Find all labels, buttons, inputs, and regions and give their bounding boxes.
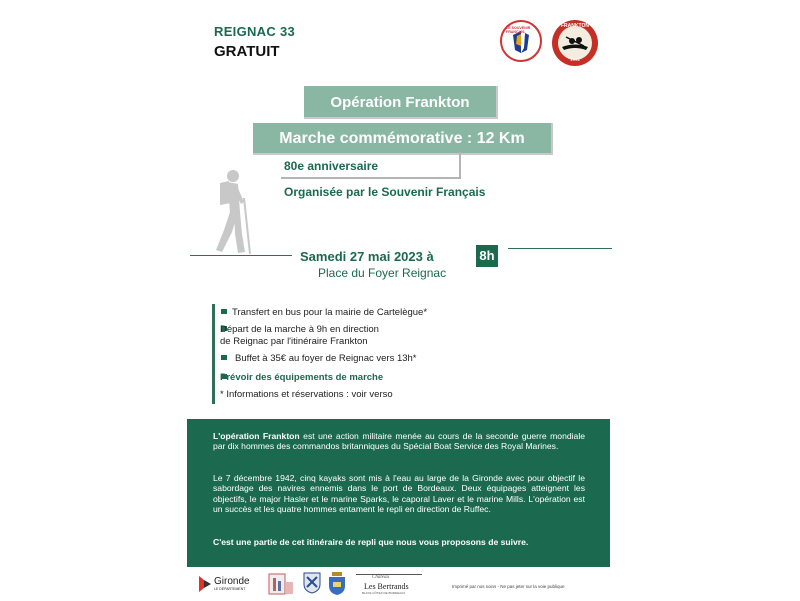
program-item: Transfert en bus pour la mairie de Cartelègue* <box>232 307 428 318</box>
winery-logo-subtext: BLAYE CÔTES DE BORDEAUX <box>362 591 406 595</box>
program-item: de Reignac par l'itinéraire Frankton <box>220 336 368 347</box>
gironde-logo-subtext: LE DÉPARTEMENT <box>214 587 246 591</box>
info-box <box>187 419 610 567</box>
info-paragraph-3: C'est une partie de cet itinéraire de repli que nous vous proposons de suivre. <box>213 537 529 547</box>
program-bar <box>212 304 215 404</box>
winery-logo-rule <box>356 574 422 575</box>
frankton-logo <box>552 20 598 66</box>
program-item: Buffet à 35€ au foyer de Reignac vers 13h* <box>235 353 417 364</box>
event-subtitle: Marche commémorative : 12 Km <box>279 130 525 147</box>
anniversary-label: 80e anniversaire <box>284 159 379 173</box>
winery-logo-text: Les Bertrands <box>364 582 409 591</box>
divider-left <box>190 255 292 256</box>
organizer-label: Organisée par le Souvenir Français <box>284 185 486 199</box>
info-lead: L'opération Frankton <box>213 431 300 441</box>
souvenir-logo-text: LE SOUVENIR FRANÇAIS <box>506 26 531 34</box>
event-title: Opération Frankton <box>330 94 470 111</box>
bullet-icon <box>221 309 227 314</box>
winery-logo-script: Château <box>372 575 389 580</box>
gironde-logo <box>199 572 259 596</box>
town-crest-icon <box>328 572 346 596</box>
event-hour-badge: 8h <box>476 245 498 267</box>
souvenir-francais-logo <box>500 20 542 62</box>
event-place: Place du Foyer Reignac <box>318 266 447 280</box>
frankton-logo-year: 1942 <box>570 57 581 62</box>
event-date: Samedi 27 mai 2023 à <box>300 249 434 264</box>
winery-logo <box>356 574 424 596</box>
commune-logo <box>267 572 295 596</box>
bullet-icon <box>221 355 227 360</box>
info-paragraph-1 <box>213 431 585 452</box>
coat-of-arms-icon <box>303 572 321 594</box>
divider-right <box>508 248 612 249</box>
frankton-logo-text: FRANKTON <box>561 23 589 29</box>
hiker-icon <box>200 168 260 258</box>
price-label: GRATUIT <box>214 43 280 60</box>
program-item: Prévoir des équipements de marche <box>220 372 384 383</box>
info-paragraph-2: Le 7 décembre 1942, cinq kayaks sont mis à l'eau au large de la Gironde avec pour objectif le sabordage des navires ennemis dans le port de Bordeaux. Deux équipages atteignent les objectifs, le major Hasler et le marine Sparks, le caporal Laver et le marine Mills. L'opération est un succès et les quatre hommes entament le repli en direction de Ruffec. <box>213 473 585 514</box>
gironde-logo-text: Gironde <box>214 576 250 587</box>
info-paragraph-1-text: est une action militaire menée au cours de la seconde guerre mondiale par dix hommes des commandos britanniques du Spécial Boat Service des Royal Marines. <box>213 431 586 452</box>
town-name: REIGNAC 33 <box>214 24 296 39</box>
program-footnote: * Informations et réservations : voir verso <box>220 389 393 400</box>
program-item: Départ de la marche à 9h en direction <box>220 324 379 335</box>
print-note: Imprimé par nos soins - Ne pas jeter sur la voie publique <box>452 584 565 589</box>
